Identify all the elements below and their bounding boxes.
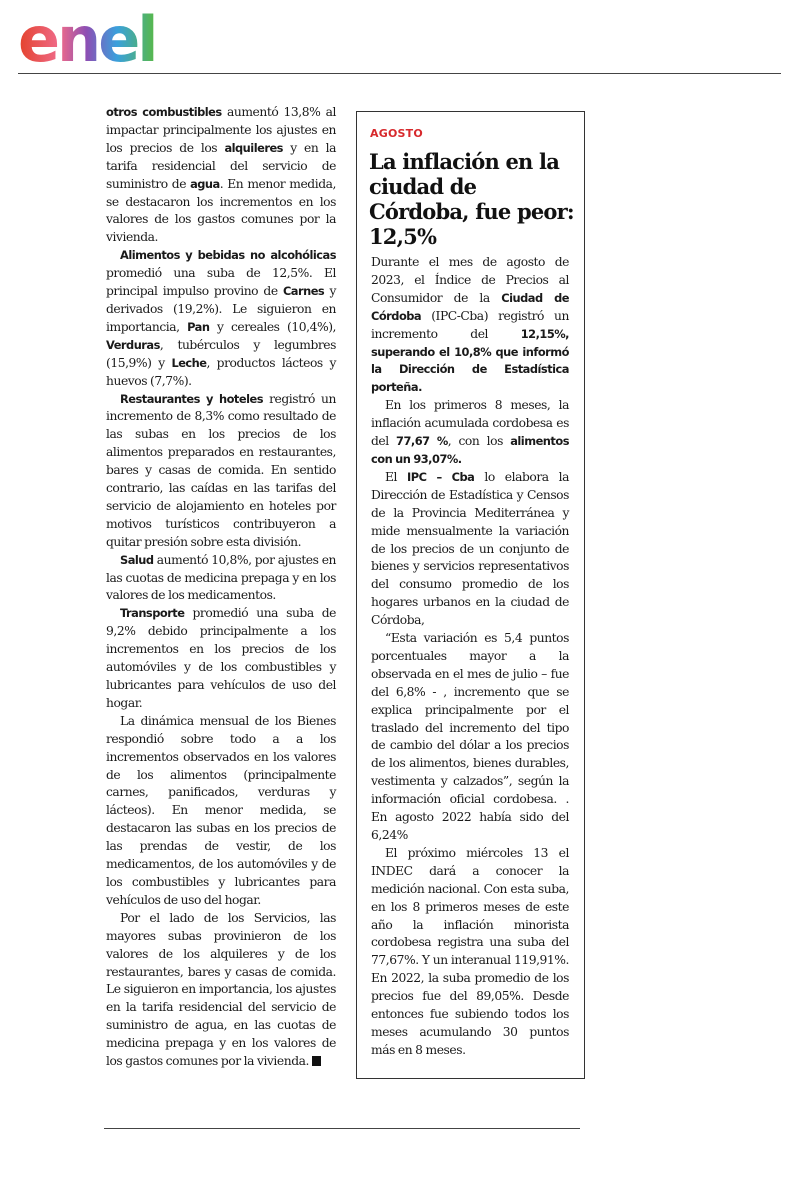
- sidebar-paragraph-accumulated: En los primeros 8 meses, la inflación acumulada cordobesa es del 77,67 %, con los alimentos con un 93,07%.: [371, 398, 569, 466]
- sidebar-paragraph-indec: El próximo miércoles 13 el INDEC dará a conocer la medición nacional. Con esta suba, en los 8 primeros meses de este año la inflación minorista cordobesa registra una suba del 77,67%. Y un interanual 119,91%. En 2022, la suba promedio de los precios fue del 89,05%. Desde entonces fue subiendo todos los meses acumulando 30 puntos más en 8 meses.: [371, 845, 569, 1057]
- paragraph-services: Por el lado de los Servicios, las mayores subas provinieron de los valores de los alquileres y de los restaurantes, bares y casas de comida. Le siguieron en importancia, los ajustes en la tarifa residencial del servicio de suministro de agua, en las cuotas de medicina prepaga y en los valores de los gastos comunes por la vivienda.: [106, 910, 336, 1069]
- footer-divider: [104, 1128, 580, 1129]
- paragraph-transport: Transporte promedió una suba de 9,2% debido principalmente a los incrementos en los precios de los automóviles y de los combustibles y lubricantes para vehículos de uso del hogar.: [106, 606, 336, 710]
- sidebar-box: [356, 111, 585, 1079]
- article-main-column: [106, 104, 336, 1071]
- sidebar-headline: La inflación en la ciudad de Córdoba, fue peor: 12,5%: [369, 149, 574, 249]
- sidebar-paragraph-ipc: El IPC – Cba lo elabora la Dirección de Estadística y Censos de la Provincia Mediterránea y mide mensualmente la variación de los precios de un conjunto de bienes y servicios representativos del consumo promedio de los hogares urbanos en la ciudad de Córdoba,: [371, 469, 569, 628]
- enel-logo: [18, 6, 180, 68]
- sidebar-body: [371, 254, 569, 1060]
- header-divider: [18, 73, 781, 74]
- sidebar-paragraph-intro: Durante el mes de agosto de 2023, el Índice de Precios al Consumidor de la Ciudad de Córdoba (IPC-Cba) registró un incremento del 12,15%, superando el 10,8% que informó la Dirección de Estadística porteña.: [371, 255, 569, 395]
- brand-wordmark: enel: [18, 6, 156, 68]
- paragraph-goods-dynamics: La dinámica mensual de los Bienes respondió sobre todo a a los incrementos observados en los valores de los alimentos (principalmente carnes, panificados, verduras y lácteos). En menor medida, se destacaron las subas en los precios de las prendas de vestir, de los medicamentos, de los automóviles y de los combustibles y lubricantes para vehículos de uso del hogar.: [106, 713, 336, 907]
- paragraph-restaurants-hotels: Restaurantes y hoteles registró un incremento de 8,3% como resultado de las subas en los precios de los alimentos preparados en restaurantes, bares y casas de comida. En sentido contrario, las caídas en las tarifas del servicio de alojamiento en hoteles por motivos turísticos contribuyeron a quitar presión sobre esta división.: [106, 391, 336, 549]
- sidebar-kicker: AGOSTO: [370, 127, 423, 140]
- paragraph-other-fuels: otros combustibles aumentó 13,8% al impactar principalmente los ajustes en los precios de los alquileres y en la tarifa residencial del servicio de suministro de agua. En menor medida, se destacaron los incrementos en los valores de los gastos comunes por la vivienda.: [106, 105, 336, 245]
- paragraph-health: Salud aumentó 10,8%, por ajustes en las cuotas de medicina prepaga y en los valores de los medicamentos.: [106, 552, 336, 603]
- sidebar-paragraph-quote: “Esta variación es 5,4 puntos porcentuales mayor a la observada en el mes de julio – fue del 6,8% - , incremento que se explica principalmente por el traslado del incremento del tipo de cambio del dólar a los precios de los alimentos, bienes durables, vestimenta y calzados”, según la información oficial cordobesa. . En agosto 2022 había sido del 6,24%: [371, 631, 569, 842]
- end-of-article-mark: [312, 1056, 321, 1066]
- paragraph-food-beverages: Alimentos y bebidas no alcohólicas promedió una suba de 12,5%. El principal impulso provino de Carnes y derivados (19,2%). Le siguieron en importancia, Pan y cereales (10,4%), Verduras, tubérculos y legumbres (15,9%) y Leche, productos lácteos y huevos (7,7%).: [106, 248, 336, 388]
